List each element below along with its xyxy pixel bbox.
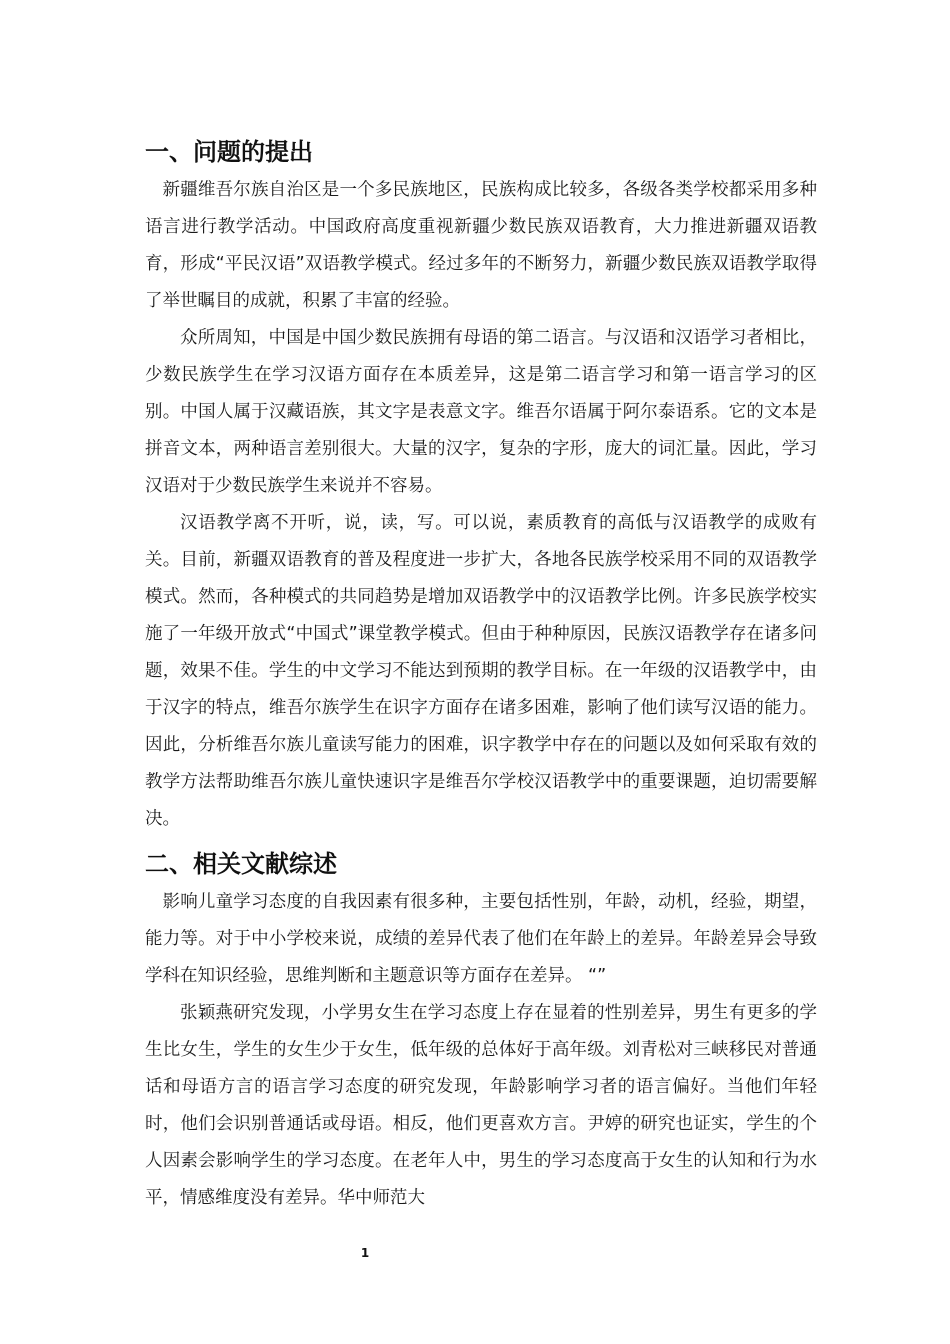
paragraph: 影响儿童学习态度的自我因素有很多种，主要包括性别，年龄，动机，经验，期望，能力等。对于中小学校来说，成绩的差异代表了他们在年龄上的差异。年龄差异会导致学科在知识经验，思维判断和主题意识等方面存在差异。 “” <box>145 892 817 986</box>
paragraph: 众所周知，中国是中国少数民族拥有母语的第二语言。与汉语和汉语学习者相比，少数民族学生在学习汉语方面存在本质差异，这是第二语言学习和第一语言学习的区别。中国人属于汉藏语族，其文字是表意文字。维吾尔语属于阿尔泰语系。它的文本是拼音文本，两种语言差别很大。大量的汉字，复杂的字形，庞大的词汇量。因此，学习汉语对于少数民族学生来说并不容易。 <box>145 328 817 496</box>
page-number: 1 <box>360 1246 370 1260</box>
section-heading-problem-statement: 一、问题的提出 <box>145 138 313 166</box>
paragraph: 汉语教学离不开听，说，读，写。可以说，素质教育的高低与汉语教学的成败有关。目前，新疆双语教育的普及程度进一步扩大，各地各民族学校采用不同的双语教学模式。然而，各种模式的共同趋势是增加双语教学中的汉语教学比例。许多民族学校实施了一年级开放式“中国式”课堂教学模式。但由于种种原因，民族汉语教学存在诸多问题，效果不佳。学生的中文学习不能达到预期的教学目标。在一年级的汉语教学中，由于汉字的特点，维吾尔族学生在识字方面存在诸多困难，影响了他们读写汉语的能力。因此，分析维吾尔族儿童读写能力的困难，识字教学中存在的问题以及如何采取有效的教学方法帮助维吾尔族儿童快速识字是维吾尔学校汉语教学中的重要课题，迫切需要解决。 <box>145 513 817 829</box>
section-heading-literature-review: 二、相关文献综述 <box>145 850 337 878</box>
paragraph: 张颖燕研究发现，小学男女生在学习态度上存在显着的性别差异，男生有更多的学生比女生，学生的女生少于女生，低年级的总体好于高年级。刘青松对三峡移民对普通话和母语方言的语言学习态度的研究发现，年龄影响学习者的语言偏好。当他们年轻时，他们会识别普通话或母语。相反，他们更喜欢方言。尹婷的研究也证实，学生的个人因素会影响学生的学习态度。在老年人中，男生的学习态度高于女生的认知和行为水平，情感维度没有差异。华中师范大 <box>145 1003 817 1208</box>
paragraph: 新疆维吾尔族自治区是一个多民族地区，民族构成比较多，各级各类学校都采用多种语言进行教学活动。中国政府高度重视新疆少数民族双语教育，大力推进新疆双语教育，形成“平民汉语”双语教学模式。经过多年的不断努力，新疆少数民族双语教学取得了举世瞩目的成就，积累了丰富的经验。 <box>145 180 817 311</box>
document-body <box>145 132 817 1217</box>
